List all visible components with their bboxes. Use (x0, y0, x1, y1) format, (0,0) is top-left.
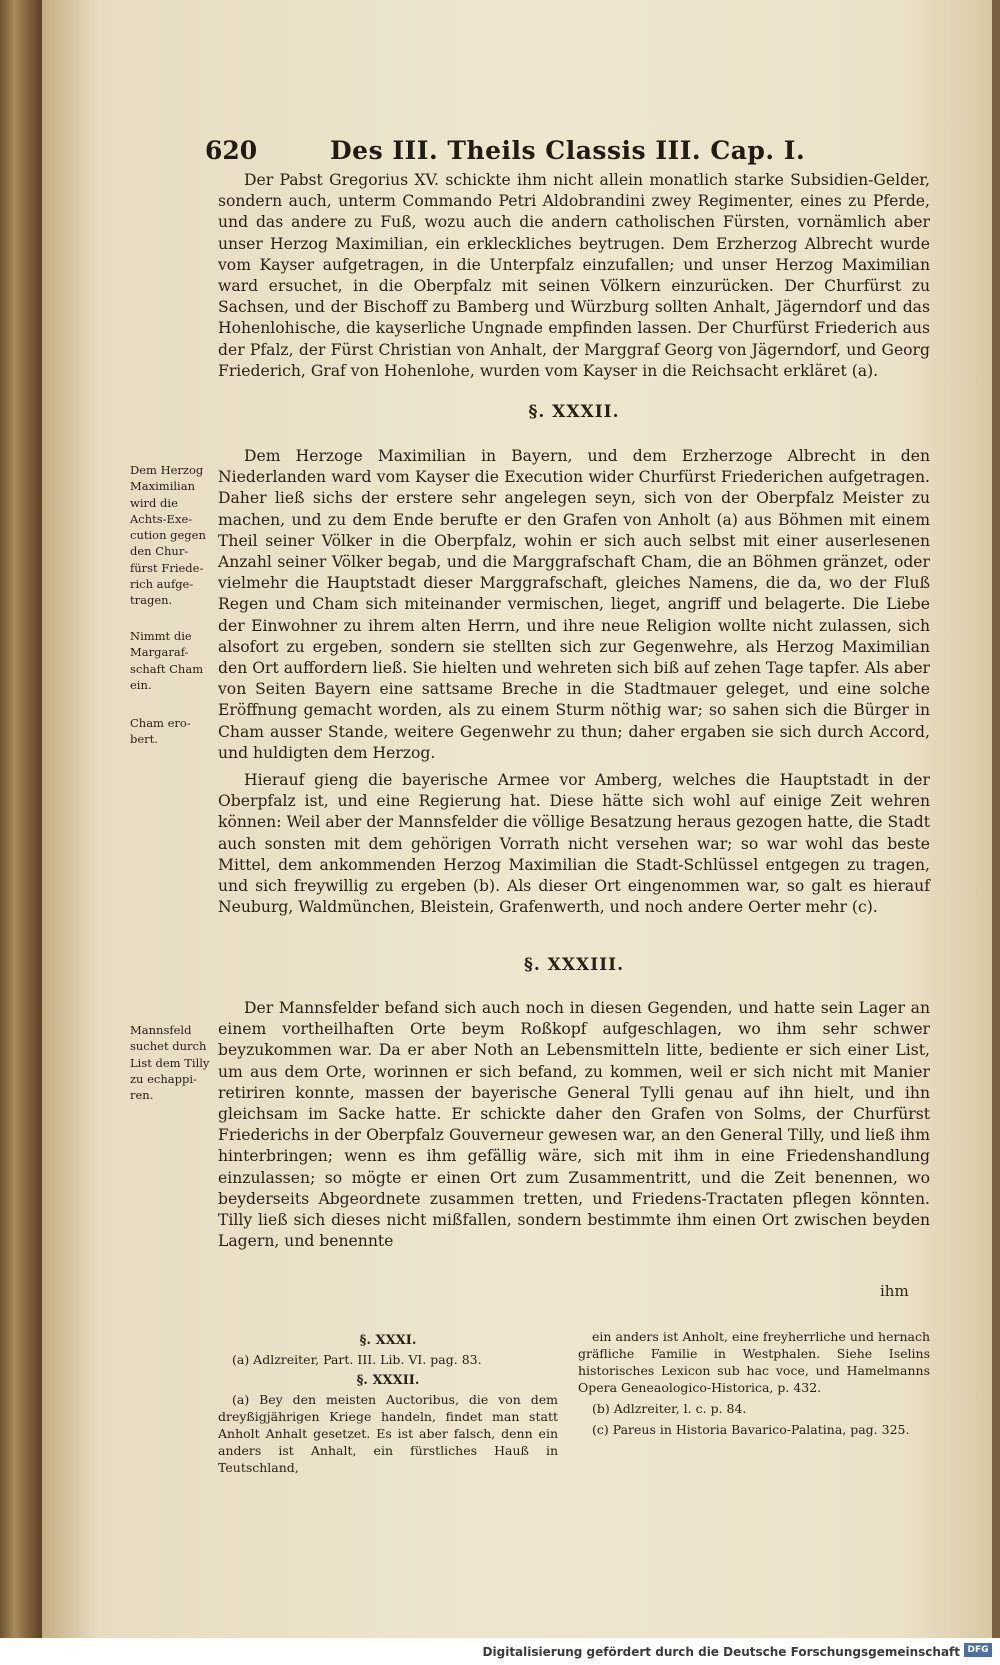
marginal-line: Maximilian (130, 479, 195, 494)
section-32-paragraph-1: Dem Herzoge Maximilian in Bayern, und dem Erzherzoge Albrecht in den Niederlanden ward vom Kayser die Execution wider Churfürst Friederichen aufgetragen. Daher ließ sichs der erstere sehr angelegen seyn, sich von der Oberpfalz Meister zu machen, und zu dem Ende berufte er den Grafen von Anholt (a) aus Böhmen mit einem Theil seiner Völker in die Oberpfalz, wohin er sich auch selbst mit einer auserlesenen Anzahl seiner Völker begab, und die Marggrafschaft Cham, die an Böhmen gränzet, oder vielmehr die Hauptstadt dieser Marggrafschaft, gleiches Namens, die da, wo der Fluß Regen und Cham sich miteinander vermischen, lieget, angriff und belagerte. Die Liebe der Einwohner zu ihrem alten Herrn, und ihre neue Religion wollte nicht zulassen, sich alsofort zu ergeben, sondern sie stellten sich zur Gegenwehre, als Herzog Maximilian den Ort auffordern ließ. Sie hielten und wehreten sich biß auf zehen Tage tapfer. Als aber von Seiten Bayern eine sattsame Breche in die Stadtmauer geleget, und eine solche Eröffnung gemacht worden, als zu einem Sturm nöthig war; so sahen sich die Bürger in Cham ausser Stande, weitere Gegenwehr zu thun; daher ergaben sie sich durch Accord, und huldigten dem Herzog. (218, 447, 930, 762)
catchword: ihm (880, 1282, 909, 1300)
page-number: 620 (205, 136, 258, 165)
marginal-line: ren. (130, 1088, 154, 1103)
marginal-line: List dem Tilly (130, 1055, 210, 1070)
book-edge (0, 0, 42, 1638)
marginal-line: cution gegen (130, 528, 206, 543)
marginal-line: ein. (130, 677, 152, 692)
section-heading-33: §. XXXIII. (523, 955, 625, 975)
running-title: Des III. Theils Classis III. Cap. I. (330, 136, 806, 165)
marginal-line: bert. (130, 732, 158, 747)
marginal-line: fürst Friede- (130, 560, 204, 575)
marginal-line: rich aufge- (130, 577, 194, 592)
footnote-31a: (a) Adlzreiter, Part. III. Lib. VI. pag. 83. (232, 1352, 482, 1367)
footnote-32b: (b) Adlzreiter, l. c. p. 84. (592, 1401, 747, 1416)
marginal-line: Margaraf- (130, 645, 189, 660)
dfg-logo-icon: DFG (964, 1643, 992, 1657)
intro-paragraph: Der Pabst Gregorius XV. schickte ihm nicht allein monatlich starke Subsidien-Gelder, sondern auch, unterm Commando Petri Aldobrandini zwey Regimenter, eines zu Pferde, und das andere zu Fuß, wozu auch die andern catholischen Fürsten, vornämlich aber unser Herzog Maximilian, ein erkleckliches beytrugen. Dem Erzherzog Albrecht wurde vom Kayser aufgetragen, in die Unterpfalz einzufallen; und unser Herzog Maximilian ward ersuchet, in die Oberpfalz mit seinen Völkern einzurücken. Der Churfürst zu Sachsen, und der Bischoff zu Bamberg und Würzburg sollten Anhalt, Jägerndorf und das Hohenlohische, die kayserliche Ungnade empfinden lassen. Der Churfürst Friederich aus der Pfalz, der Fürst Christian von Anhalt, der Marggraf Georg von Jägerndorf, und Georg Friederich, Graf von Hohenlohe, wurden vom Kayser in die Reichsacht erkläret (a). (218, 171, 930, 380)
marginal-note-cham (130, 628, 212, 693)
footnotes-right (578, 1328, 930, 1442)
marginal-line: schaft Cham (130, 661, 204, 676)
footnote-32a: (a) Bey den meisten Auctoribus, die von dem dreyßigjährigen Kriege handeln, findet man statt Anholt Anhalt gesetzet. Es ist aber falsch, denn ein anders ist Anhalt, ein fürstliches Hauß in Teutschland, (218, 1392, 558, 1475)
footnote-32c: (c) Pareus in Historia Bavarico-Palatina, pag. 325. (592, 1422, 910, 1437)
section-33-text (218, 998, 930, 1252)
marginal-line: Achts-Exe- (130, 511, 193, 526)
footnote-section-32: §. XXXII. (356, 1373, 420, 1388)
marginal-line: zu echappi- (130, 1071, 197, 1086)
running-head (205, 136, 925, 170)
footer-credit: Digitalisierung gefördert durch die Deutsche Forschungsgemeinschaft (482, 1645, 960, 1659)
marginal-line: suchet durch (130, 1039, 207, 1054)
marginal-line: Dem Herzog (130, 463, 204, 477)
section-32-paragraph-2: Hierauf gieng die bayerische Armee vor Amberg, welches die Hauptstadt in der Oberpfalz ist, und eine Regierung hat. Diese hätte sich wohl auf einige Zeit wehren können: Weil aber der Mannsfelder die völlige Besatzung heraus gezogen hatte, die Stadt auch sonsten mit dem gehörigen Vorrath nicht versehen war; so war wohl das beste Mittel, dem ankommenden Herzog Maximilian die Stadt-Schlüssel entgegen zu tragen, und sich freywillig zu ergeben (b). Als dieser Ort eingenommen war, so galt es hierauf Neuburg, Waldmünchen, Bleistein, Grafenwerth, und noch andere Oerter mehr (c). (218, 771, 930, 917)
marginal-line: tragen. (130, 593, 173, 608)
marginal-line: Nimmt die (130, 629, 192, 643)
footnote-section-31: §. XXXI. (359, 1333, 417, 1348)
marginal-line: Mannsfeld (130, 1023, 192, 1037)
section-32-text (218, 446, 930, 918)
marginal-line: Cham ero- (130, 716, 191, 730)
footnotes-left (218, 1332, 558, 1480)
intro-paragraph-block (218, 170, 930, 382)
footnote-32a-continued: ein anders ist Anholt, eine freyherrliche und hernach gräfliche Familie in Westphalen. Siehe Iselins historisches Lexicon sub hac voce, und Hamelmanns Opera Geneaologico-Historica, p. 432. (578, 1329, 930, 1395)
marginal-note-execution (130, 462, 212, 609)
marginal-line: den Chur- (130, 544, 189, 559)
marginal-line: wird die (130, 495, 178, 510)
marginal-note-conquered (130, 715, 212, 748)
section-33-paragraph-1: Der Mannsfelder befand sich auch noch in diesen Gegenden, und hatte sein Lager an einem vortheilhaften Orte beym Roßkopf aufgeschlagen, wo ihm sehr schwer beyzukommen war. Da er aber Noth an Lebensmitteln litte, bediente er sich einer List, um aus dem Orte, worinnen er sich befand, zu kommen, weil er sich nicht mit Manier retiriren konnte, massen der bayerische General Tylli genau auf ihn hielt, und ihn gleichsam im Sacke hatte. Er schickte daher den Grafen von Solms, der Churfürst Friederichs in der Oberpfalz Gouverneur gewesen war, an den General Tilly, und ließ ihm hinterbringen; wenn es ihm gefällig wäre, sich mit ihm in eine Friedenshandlung einzulassen; so mögte er einen Ort zum Zusammentritt, und die Zeit benennen, wo beyderseits Abgeordnete zusammen tretten, und Friedens-Tractaten pflegen könnten. Tilly ließ sich dieses nicht mißfallen, sondern bestimmte ihm einen Ort zwischen beyden Lagern, und benennte (218, 999, 930, 1251)
marginal-note-mannsfeld (130, 1022, 212, 1103)
section-heading-32: §. XXXII. (528, 402, 620, 422)
right-edge (992, 0, 1000, 1638)
